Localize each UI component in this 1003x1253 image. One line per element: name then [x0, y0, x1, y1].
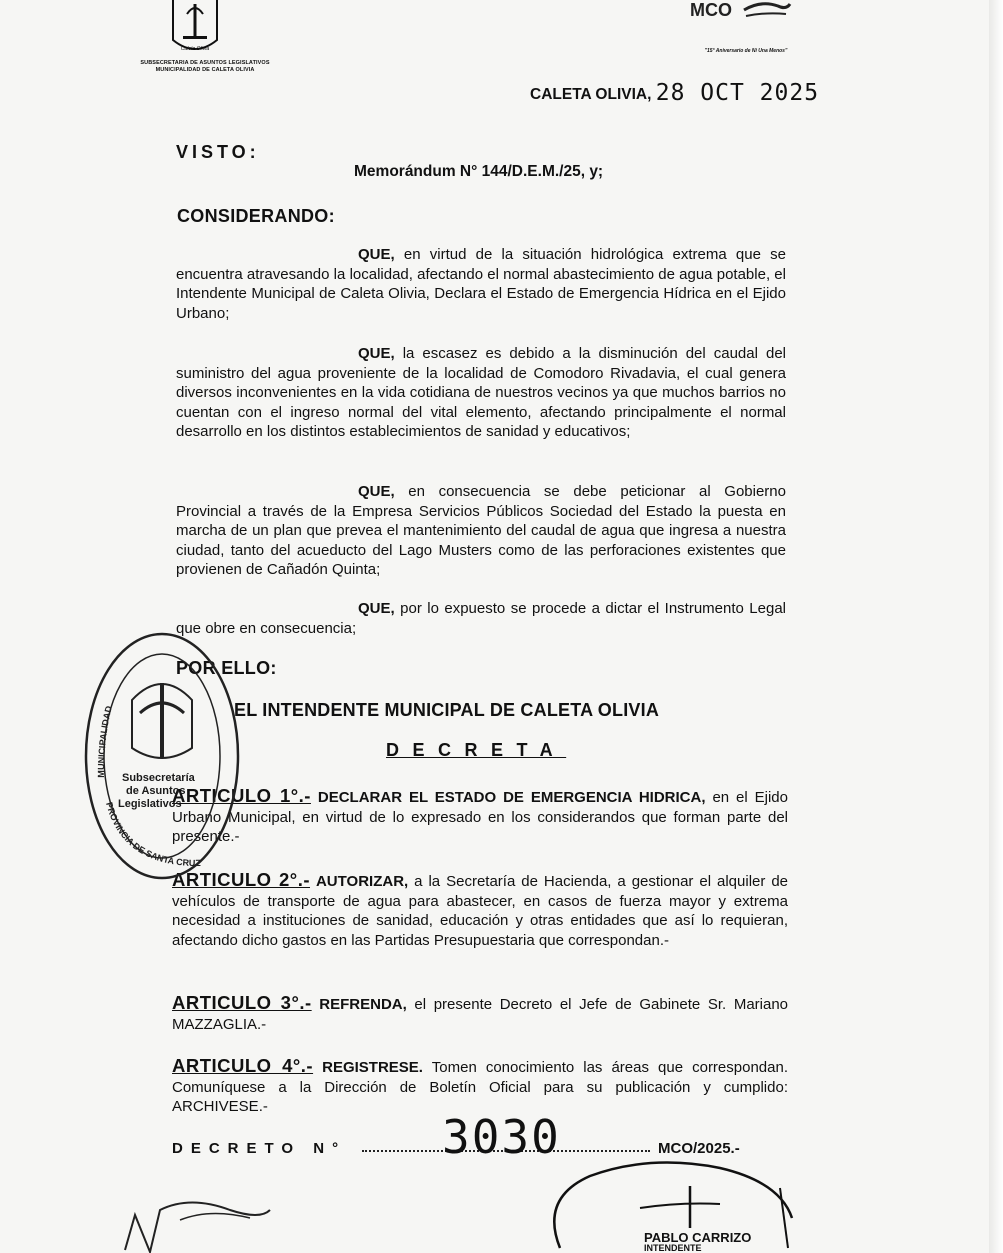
authority-line: EL INTENDENTE MUNICIPAL DE CALETA OLIVIA [234, 700, 660, 720]
article-text: en el Ejido Urbano Municipal, en virtud de lo expresado en los considerandos que forman parte del presente.- [172, 789, 788, 846]
paragraph-lead: QUE, [358, 345, 395, 362]
visto-text: Memorándum N° 144/D.E.M./25, y; [354, 163, 604, 180]
considerando-paragraph [176, 245, 786, 323]
issuer-subtitle-line2: MUNICIPALIDAD DE CALETA OLIVIA [155, 67, 255, 73]
article [172, 1056, 788, 1117]
article-lead: REGISTRESE. [322, 1059, 423, 1076]
por-ello-heading: POR ELLO: [176, 658, 277, 678]
article-text: Tomen conocimiento las áreas que correspondan. Comuníquese a la Dirección de Boletín Oficial para su publicación y cumplido: ARCHIVESE.- [172, 1059, 788, 1116]
decree-suffix: MCO/2025.- [658, 1140, 740, 1157]
paragraph-lead: QUE, [358, 246, 395, 263]
signatory-title: INTENDENTE [644, 1243, 702, 1253]
signatory-name-text: PABLO CARRIZO [644, 1230, 752, 1245]
stamp-ring-bottom: PROVINCIA DE SANTA CRUZ [104, 800, 201, 869]
decree-label: DECRETO N° [172, 1140, 347, 1157]
paragraph-text: por lo expuesto se procede a dictar el Instrumento Legal que obre en consecuencia; [176, 600, 786, 637]
stamp-ring-top: MUNICIPALIDAD [95, 704, 114, 778]
municipal-crest-icon [167, 0, 223, 56]
article-label: ARTICULO 1°.- [172, 785, 311, 806]
mco-logo-text: MCO [690, 0, 732, 20]
article-label: ARTICULO 3°.- [172, 992, 312, 1013]
secondary-signature [120, 1190, 280, 1253]
issuer-subtitle-line1: SUBSECRETARIA DE ASUNTOS LEGISLATIVOS [140, 60, 270, 66]
svg-text:MUNICIPALIDAD [96, 704, 114, 777]
article-label: ARTICULO 4°.- [172, 1055, 314, 1076]
date-stamp: 28 OCT 2025 [655, 80, 820, 106]
article [172, 993, 788, 1034]
place: CALETA OLIVIA, [530, 86, 652, 103]
paragraph-text: en consecuencia se debe peticionar al Gobierno Provincial a través de la Empresa Servicios Públicos Sociedad del Estado la puesta en marcha de un plan que prevea el mantenimiento del caudal de agua que ingresa a nuestra ciudad, tanto del acueducto del Lago Musters como de las perforaciones existentes que provienen de Cañadón Quinta; [176, 483, 786, 579]
paragraph-text: en virtud de la situación hidrológica extrema que se encuentra atravesando la localidad, afectando el normal abastecimiento de agua potable, el Intendente Municipal de Caleta Olivia, Declara el Estado de Emergencia Hídrica en el Ejido Urbano; [176, 246, 786, 322]
article [172, 786, 788, 847]
mco-logo [686, 0, 796, 22]
crest-caption: Caleta Olivia [180, 46, 210, 52]
paragraph-text: la escasez es debido a la disminución del caudal del suministro del agua proveniente de la localidad de Comodoro Rivadavia, el cual genera diversos inconvenientes en la vida cotidiana de nuestros vecinos ya que muchos barrios no cuentan con el ingreso normal del vital elemento, afectando principalmente el normal desarrollo en los distintos establecimientos de sanidad y educativos; [176, 345, 786, 441]
article-lead: AUTORIZAR, [315, 873, 409, 890]
article-text: el presente Decreto el Jefe de Gabinete Sr. Mariano MAZZAGLIA.- [172, 996, 789, 1033]
article-lead: REFRENDA, [319, 996, 407, 1013]
considerando-paragraph [176, 482, 786, 580]
stamp-line3: Legislativos [118, 798, 182, 810]
decreta-heading: DECRETA [386, 740, 567, 760]
article-text: a la Secretaría de Hacienda, a gestionar el alquiler de vehículos de transporte de agua para abastecer, en casos de fuerza mayor y extrema necesidad a instituciones de sanidad, educación y otras entidades que así lo requieran, afectando dicho gastos en las Partidas Presupuestaria que correspondan.- [172, 873, 789, 949]
considerando-heading: CONSIDERANDO: [177, 206, 335, 226]
stamp-line1: Subsecretaría [122, 772, 195, 784]
article [172, 870, 788, 950]
paragraph-lead: QUE, [358, 483, 395, 500]
stamp-line2: de Asuntos [126, 785, 186, 797]
place-date [530, 80, 819, 106]
anniversary-slogan: "15° Aniversario de Ni Una Menos" [704, 48, 788, 54]
article-label: ARTICULO 2°.- [172, 869, 310, 890]
visto-heading: VISTO: [176, 142, 260, 162]
decree-number: 3030 [442, 1110, 561, 1164]
issuer-subtitle [116, 60, 294, 74]
considerando-paragraph [176, 599, 786, 638]
signatory-name [644, 1230, 751, 1253]
considerando-paragraph [176, 344, 786, 442]
paragraph-lead: QUE, [358, 600, 395, 617]
page-edge [989, 0, 1003, 1253]
official-stamp [82, 628, 247, 883]
article-lead: DECLARAR EL ESTADO DE EMERGENCIA HIDRICA, [317, 789, 706, 806]
